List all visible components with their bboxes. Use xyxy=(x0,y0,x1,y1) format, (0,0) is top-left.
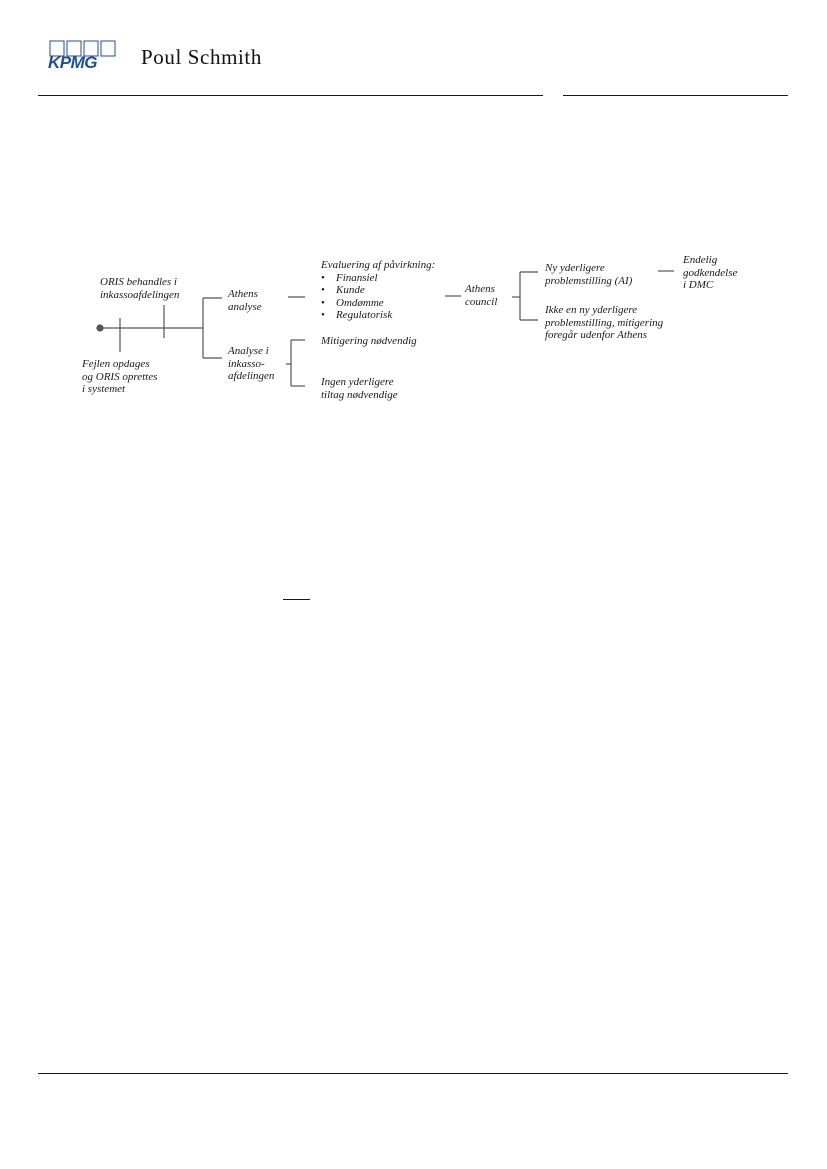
node-athens-council: Athens council xyxy=(465,283,498,308)
node-mitigation-needed: Mitigering nødvendig xyxy=(321,335,417,347)
impact-item: • Finansiel xyxy=(321,271,378,284)
kpmg-logo-text: KPMG xyxy=(48,53,97,72)
node-error-found: Fejlen opdages og ORIS oprettes i systemet xyxy=(82,358,158,395)
impact-title: Evaluering af påvirkning: xyxy=(321,259,436,271)
node-no-action: Ingen yderligere tiltag nødvendige xyxy=(321,376,398,401)
stray-line-mark xyxy=(283,599,310,600)
node-not-new-issue: Ikke en ny yderligere problemstilling, mitigering foregår udenfor Athens xyxy=(545,304,664,341)
node-impact-evaluation xyxy=(321,259,435,322)
node-final-approval: Endelig godkendelse i DMC xyxy=(683,254,738,291)
node-new-issue: Ny yderligere problemstilling (AI) xyxy=(545,262,633,287)
node-collection-analysis: Analyse i inkasso- afdelingen xyxy=(228,345,275,382)
node-athens-analysis: Athens analyse xyxy=(228,288,262,313)
impact-item: • Regulatorisk xyxy=(321,309,393,321)
impact-item: • Kunde xyxy=(321,284,365,296)
node-oris-handled: ORIS behandles i inkassoafdelingen xyxy=(100,276,180,301)
impact-item: • Omdømme xyxy=(321,296,384,309)
footer-rule xyxy=(38,1073,788,1074)
firm-name: Poul Schmith xyxy=(141,45,262,69)
